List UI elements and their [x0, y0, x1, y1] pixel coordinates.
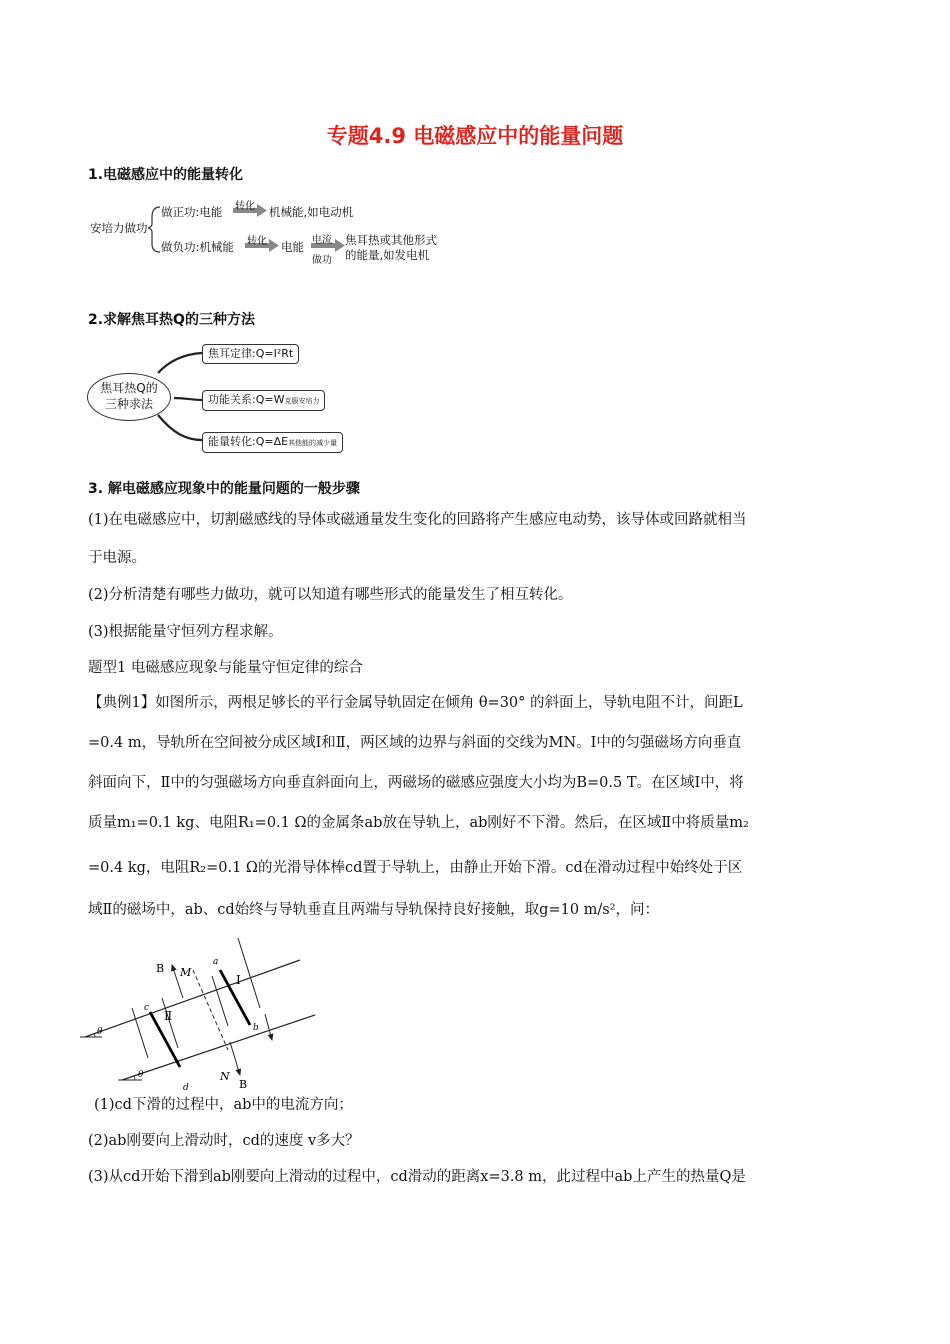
method-work-energy-sub: 克服安培力 — [284, 397, 320, 405]
lower-rail — [122, 1015, 315, 1080]
label-m: M — [180, 966, 192, 979]
question-2: (2)ab刚要向上滑动时，cd的速度 v多大？ — [88, 1133, 360, 1149]
positive-work-result: 机械能,如电动机 — [269, 205, 354, 219]
question-1: (1)cd下滑的过程中，ab中的电流方向； — [94, 1097, 353, 1113]
positive-arrow-label: 转化 — [235, 201, 255, 212]
negative-result-line2: 的能量,如发电机 — [345, 248, 430, 262]
angle-arc-lower — [134, 1076, 135, 1080]
section3-heading: 3. 解电磁感应现象中的能量问题的一般步骤 — [88, 481, 360, 497]
label-n: N — [220, 1070, 230, 1083]
field-line-3 — [212, 976, 228, 1026]
example-line-5: =0.4 kg，电阻R₂=0.1 Ω的光滑导体棒cd置于导轨上，由静止开始下滑。cd在滑动过程中始终处于区 — [88, 860, 743, 876]
negative-arrow1-label: 转化 — [247, 236, 267, 247]
page-title: 专题4.9 电磁感应中的能量问题 — [326, 124, 624, 148]
branch-line-2 — [174, 398, 202, 400]
joule-heat-center-node — [87, 373, 171, 421]
label-region-1: Ⅰ — [236, 973, 241, 987]
positive-work-lead: 做正功:电能 — [161, 205, 223, 219]
branch-line-1 — [158, 353, 202, 373]
step-line-2: 于电源。 — [88, 550, 146, 566]
label-b-bottom: B — [239, 1078, 248, 1091]
field-line-4 — [238, 938, 260, 1008]
step-line-4: (3)根据能量守恒列方程求解。 — [88, 624, 283, 640]
section2-heading: 2.求解焦耳热Q的三种方法 — [88, 312, 255, 328]
ampere-force-label: 安培力做功 — [90, 221, 148, 235]
label-theta-top: θ — [97, 1027, 103, 1037]
b-down-arrow-right-icon — [265, 1014, 272, 1040]
label-d: d — [183, 1083, 189, 1093]
method-energy-conversion — [202, 432, 343, 453]
center-line-1: 焦耳热Q的 — [100, 381, 158, 395]
question-3: (3)从cd开始下滑到ab刚要向上滑动的过程中，cd滑动的距离x=3.8 m，此过程中ab上产生的热量Q是 — [88, 1169, 746, 1185]
method-work-energy — [202, 390, 325, 411]
negative-work-lead: 做负功:机械能 — [161, 240, 234, 254]
method-work-energy-main: 功能关系:Q=W — [208, 393, 285, 406]
b-down-arrow-icon — [230, 1042, 240, 1075]
example-line-1: 【典例1】如图所示，两根足够长的平行金属导轨固定在倾角 θ=30° 的斜面上，导轨电阻不计，间距L — [88, 695, 743, 711]
label-c: c — [144, 1003, 150, 1013]
label-b: b — [253, 1023, 259, 1033]
label-theta-bottom: θ — [138, 1070, 144, 1080]
label-a: a — [213, 957, 219, 967]
example-line-4: 质量m₁=0.1 kg、电阻R₁=0.1 Ω的金属条ab放在导轨上，ab刚好不下滑。然后，在区域Ⅱ中将质量m₂ — [88, 815, 749, 831]
step-line-1: (1)在电磁感应中，切割磁感线的导体或磁通量发生变化的回路将产生感应电动势，该导体或回路就相当 — [88, 512, 747, 528]
method-energy-conversion-main: 能量转化:Q=ΔE — [208, 435, 289, 448]
question-type-label: 题型1 电磁感应现象与能量守恒定律的综合 — [88, 660, 363, 676]
current-label: 电流 — [312, 235, 332, 246]
label-b-top: B — [156, 962, 165, 975]
example-line-6: 域Ⅱ的磁场中，ab、cd始终与导轨垂直且两端与导轨保持良好接触，取g=10 m/s²，问： — [88, 902, 660, 918]
negative-mid-label: 电能 — [281, 240, 304, 254]
brace-icon — [148, 207, 160, 252]
center-line-2: 三种求法 — [104, 397, 153, 411]
example-line-3: 斜面向下，Ⅱ中的匀强磁场方向垂直斜面向上，两磁场的磁感应强度大小均为B=0.5 T。在区域Ⅰ中，将 — [88, 775, 744, 791]
method-energy-conversion-sub: 其他能的减少量 — [288, 439, 338, 447]
section1-heading: 1.电磁感应中的能量转化 — [88, 167, 244, 183]
work-label: 做功 — [312, 255, 332, 266]
negative-result-line1: 焦耳热或其他形式 — [345, 233, 437, 247]
step-line-3: (2)分析清楚有哪些力做功，就可以知道有哪些形式的能量发生了相互转化。 — [88, 587, 573, 603]
method-joule-law: 焦耳定律:Q=I²Rt — [202, 344, 299, 364]
rod-ab — [220, 970, 250, 1025]
example-line-2: =0.4 m，导轨所在空间被分成区域Ⅰ和Ⅱ，两区域的边界与斜面的交线为MN。Ⅰ中的匀强磁场方向垂直 — [88, 735, 742, 751]
branch-line-3 — [158, 415, 202, 440]
label-region-2: Ⅱ — [164, 1009, 173, 1023]
rails-figure — [80, 930, 320, 1100]
